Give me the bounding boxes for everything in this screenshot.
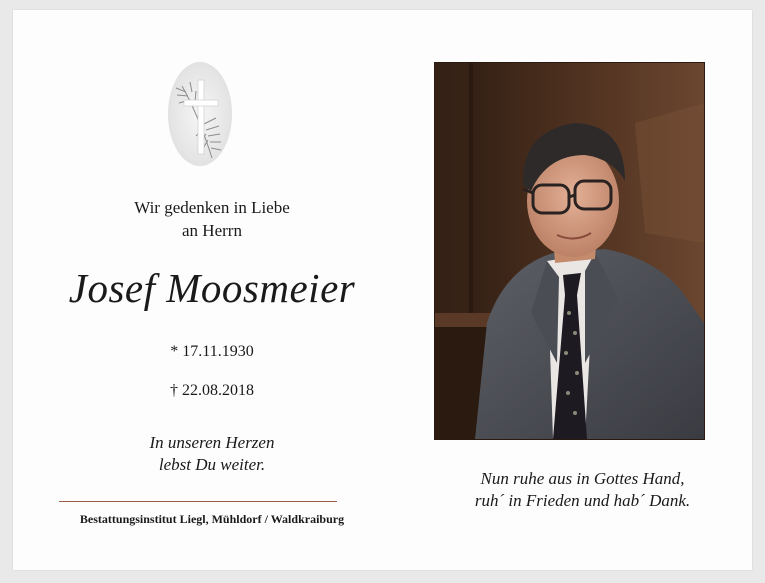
cross-with-palm-branch-icon [168, 62, 232, 166]
intro-text [13, 196, 411, 242]
funeral-home: Bestattungsinstitut Liegl, Mühldorf / Waldkraiburg [79, 512, 345, 526]
intro-line-1: Wir gedenken in Liebe [134, 198, 290, 217]
verse-left-line-2: lebst Du weiter. [158, 455, 266, 474]
portrait-photo [434, 62, 705, 440]
death-date: † 22.08.2018 [170, 382, 254, 399]
cross-emblem [168, 62, 232, 166]
verse-right-line-2: ruh´ in Frieden und hab´ Dank. [474, 491, 691, 510]
intro-line-2: an Herrn [182, 221, 242, 240]
verse-left-line-1: In unseren Herzen [149, 433, 275, 452]
deceased-name: Josef Moosmeier [68, 265, 356, 311]
portrait-illustration [435, 63, 704, 439]
birth-date: * 17.11.1930 [170, 343, 254, 360]
memorial-card [13, 10, 752, 570]
verse-right [413, 468, 752, 512]
divider-rule [59, 501, 337, 502]
verse-left [13, 432, 411, 476]
verse-right-line-1: Nun ruhe aus in Gottes Hand, [480, 469, 685, 488]
card-left-panel [13, 10, 411, 570]
